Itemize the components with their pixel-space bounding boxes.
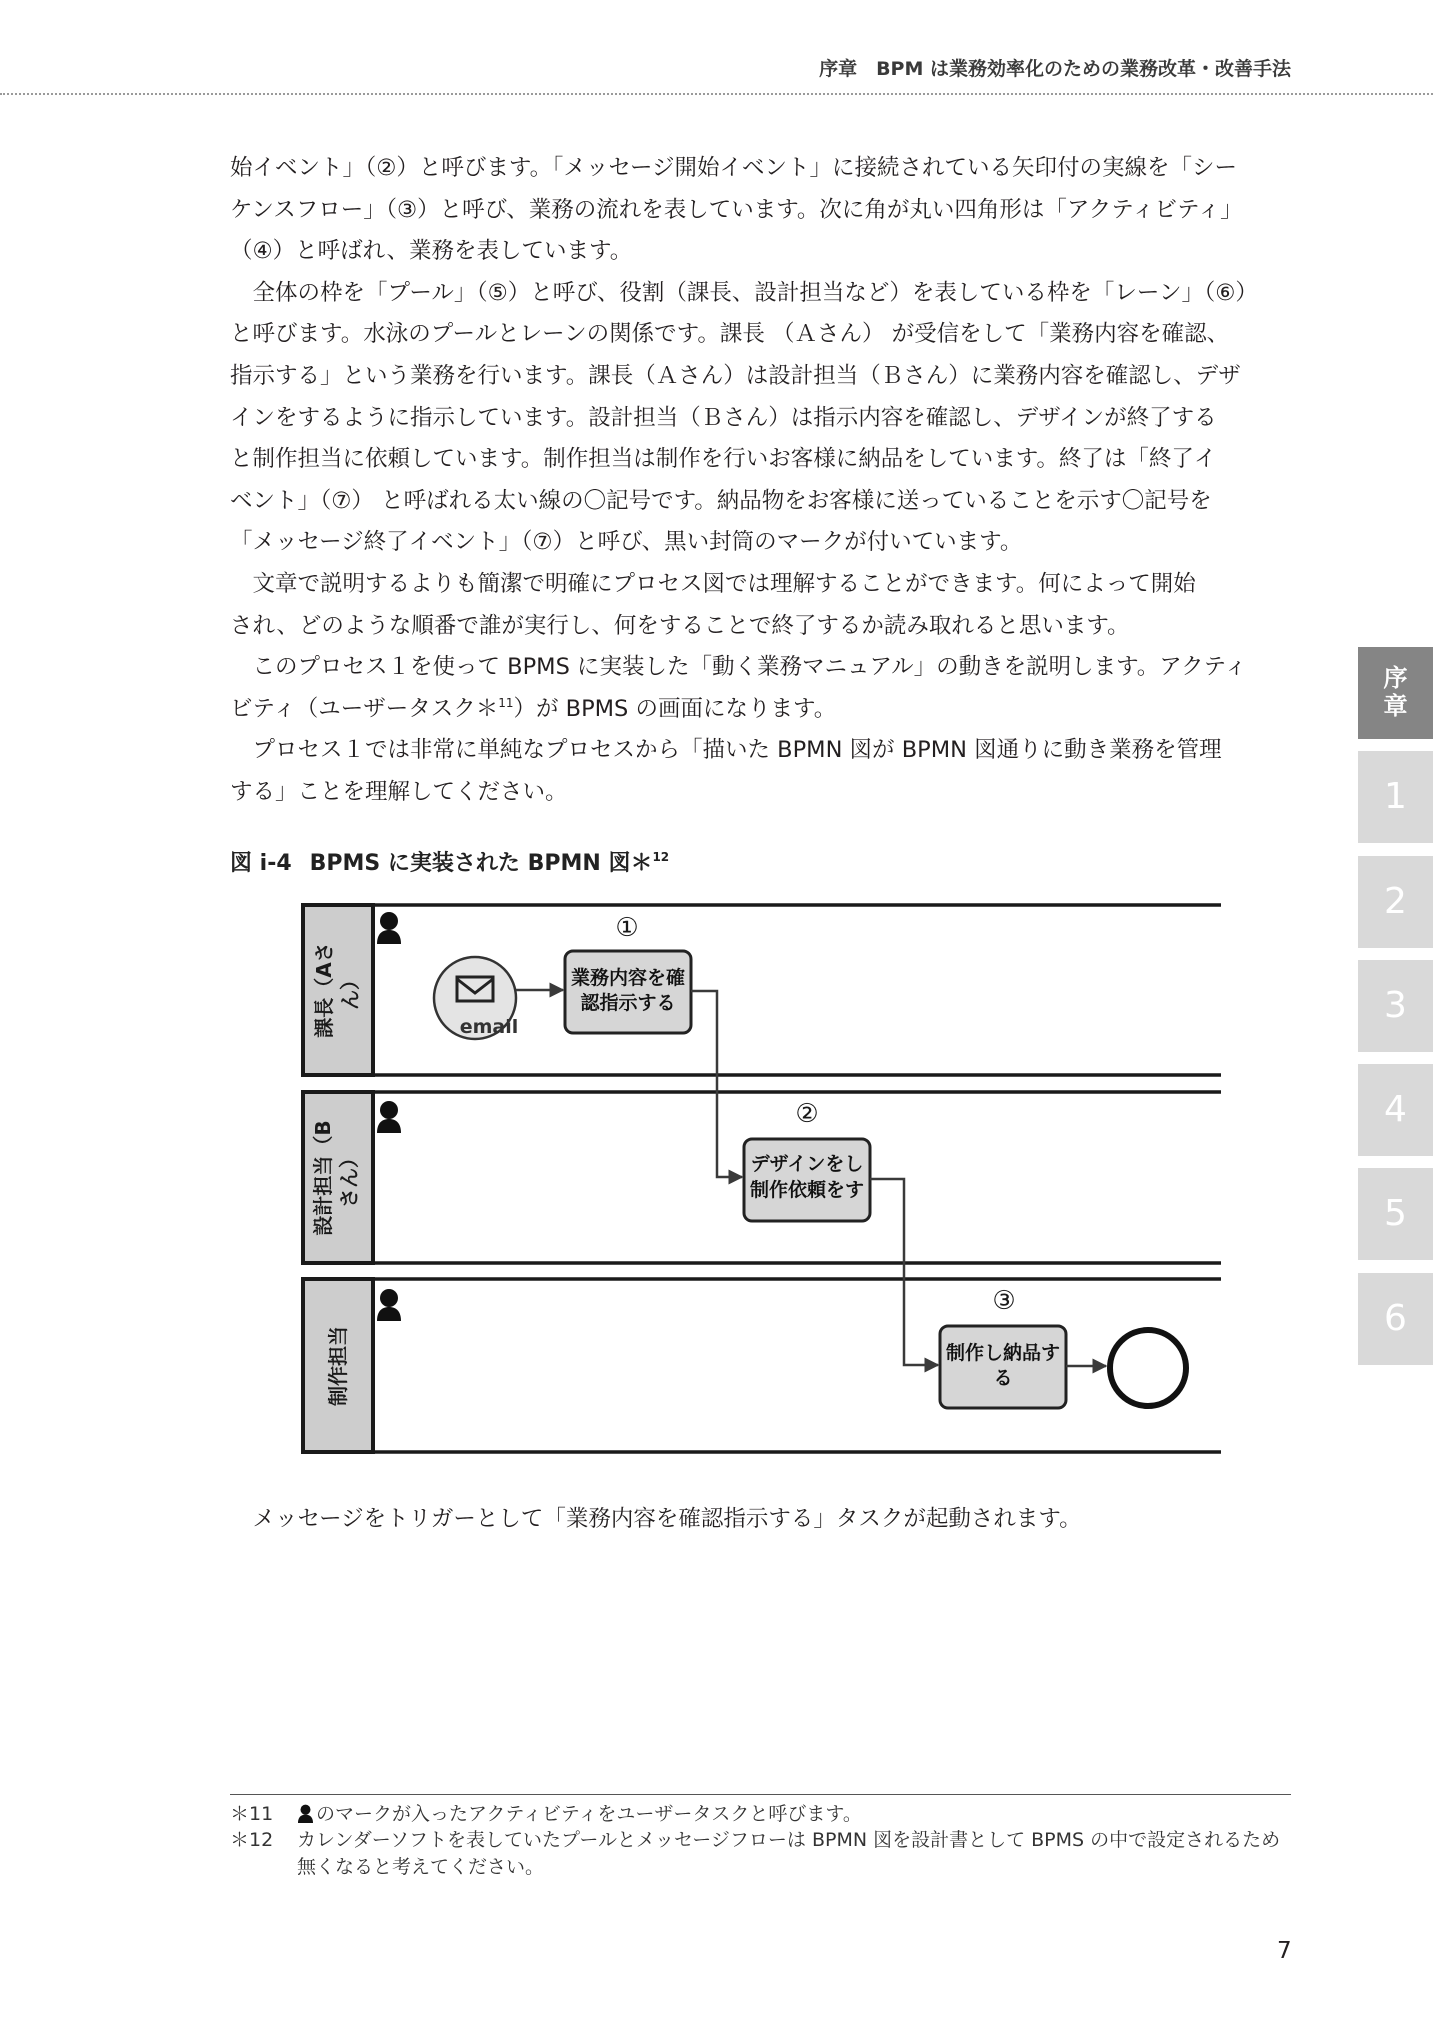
message-start-event (434, 957, 518, 1039)
header-divider (0, 93, 1433, 95)
text-line: され、どのような順番で誰が実行し、何をすることで終了するか読み取れると思います。 (230, 612, 1130, 639)
text-line-with-footnote (230, 689, 1300, 731)
task-label: る (993, 1367, 1013, 1389)
lane-manager (303, 905, 1221, 1075)
sequence-flow (691, 991, 742, 1177)
task-label: 認指示する (580, 992, 676, 1014)
text-line: （④）と呼ばれ、業務を表しています。 (230, 238, 633, 265)
chapter-tab: 4 (1358, 1064, 1433, 1156)
chapter-tab: 6 (1358, 1273, 1433, 1365)
user-icon (377, 1101, 401, 1133)
user-task (744, 1139, 870, 1221)
text-line: 始イベント」（②）と呼びます。「メッセージ開始イベント」に接続されている矢印付の実線を「シー (230, 155, 1238, 181)
text-line: ベント」（⑦） と呼ばれる太い線の〇記号です。納品物をお客様に送っていることを示す〇記号を (230, 487, 1212, 514)
footnote-text: のマークが入ったアクティビティをユーザータスクと呼びます。 (316, 1803, 862, 1825)
text-line: インをするように指示しています。設計担当（Ｂさん）は指示内容を確認し、デザインが終了する (230, 404, 1217, 431)
text-line: ケンスフロー」（③）と呼び、業務の流れを表しています。次に角が丸い四角形は「アクティビティ」 (230, 196, 1243, 223)
bpmn-diagram (290, 890, 1230, 1460)
text-segment: ビティ（ユーザータスク＊ (230, 695, 499, 722)
chapter-tab-active (1358, 647, 1433, 739)
lane-label: さん） (337, 1148, 361, 1208)
chapter-tab: 1 (1358, 751, 1433, 843)
figure-label: 図 i-4 (230, 851, 292, 876)
figure-caption (230, 846, 669, 877)
task-label: 制作依頼をす (749, 1179, 865, 1201)
chapter-tab-label: 序章 (1383, 664, 1408, 720)
lane-label: 課長（Aさ (312, 942, 336, 1038)
step-number: ③ (992, 1286, 1016, 1316)
chapter-tab: 5 (1358, 1168, 1433, 1260)
page-number: 7 (1277, 1938, 1292, 1964)
text-line: プロセス１では非常に単純なプロセスから「描いた BPMN 図が BPMN 図通りに動き業務を管理 (230, 737, 1222, 764)
start-event-label: email (459, 1016, 519, 1038)
chapter-tab: 3 (1358, 960, 1433, 1052)
footnote-text: 無くなると考えてください。 (297, 1856, 545, 1878)
footnote-body (297, 1801, 862, 1827)
user-icon (377, 912, 401, 944)
figure-title: BPMS に実装された BPMN 図＊ (309, 851, 653, 876)
text-line: する」ことを理解してください。 (230, 778, 568, 805)
lane-label: 設計担当（B (311, 1120, 335, 1236)
text-line: 全体の枠を「プール」（⑤）と呼び、役割（課長、設計担当など）を表している枠を「レーン」（⑥） (230, 279, 1258, 306)
task-label: デザインをし (750, 1153, 864, 1175)
user-icon (377, 1289, 401, 1321)
sequence-flow (870, 1179, 938, 1365)
user-task (565, 951, 691, 1033)
footnote-ref-11: 11 (498, 695, 514, 710)
footnote-12-continued (230, 1854, 1310, 1880)
text-line: と制作担当に依頼しています。制作担当は制作を行いお客様に納品をしています。終了は「終了イ (230, 446, 1217, 473)
figure-explanation: メッセージをトリガーとして「業務内容を確認指示する」タスクが起動されます。 (230, 1506, 1082, 1532)
text-line: と呼びます。水泳のプールとレーンの関係です。課長 （Ａさん） が受信をして「業務内容を確認、 (230, 321, 1230, 348)
lane-label: 制作担当 (326, 1326, 350, 1406)
text-line: 指示する」という業務を行います。課長（Ａさん）は設計担当（Ｂさん）に業務内容を確認し、デザ (230, 362, 1241, 389)
body-text (230, 148, 1300, 814)
text-line: このプロセス１を使って BPMS に実装した「動く業務マニュアル」の動きを説明します。アクティ (230, 654, 1247, 681)
footnote-divider (230, 1794, 1291, 1795)
task-label: 制作し納品す (945, 1342, 1061, 1364)
footnote-text: カレンダーソフトを表していたプールとメッセージフローは BPMN 図を設計書として BPMS の中で設定されるため (297, 1829, 1281, 1851)
running-header: 序章 BPM は業務効率化のための業務改革・改善手法 (819, 58, 1291, 80)
footnote-11 (230, 1801, 1310, 1827)
footnote-ref-12: 12 (652, 850, 670, 864)
footnote-mark: ＊11 (230, 1803, 274, 1825)
step-number: ② (795, 1099, 819, 1129)
lane-label: ん） (338, 970, 362, 1010)
text-segment: ）が BPMS の画面になります。 (513, 695, 837, 722)
footnote-mark: ＊12 (230, 1829, 274, 1851)
user-task (940, 1326, 1066, 1408)
user-icon (297, 1803, 314, 1823)
step-number: ① (615, 913, 639, 943)
chapter-tab: 2 (1358, 856, 1433, 948)
end-event-icon (1110, 1330, 1186, 1406)
text-line: 「メッセージ終了イベント」（⑦）と呼び、黒い封筒のマークが付いています。 (230, 529, 1023, 556)
footnote-12 (230, 1827, 1310, 1853)
lane-designer (303, 991, 1221, 1263)
text-line: 文章で説明するよりも簡潔で明確にプロセス図では理解することができます。何によって開始 (230, 570, 1196, 597)
task-label: 業務内容を確 (570, 967, 686, 989)
